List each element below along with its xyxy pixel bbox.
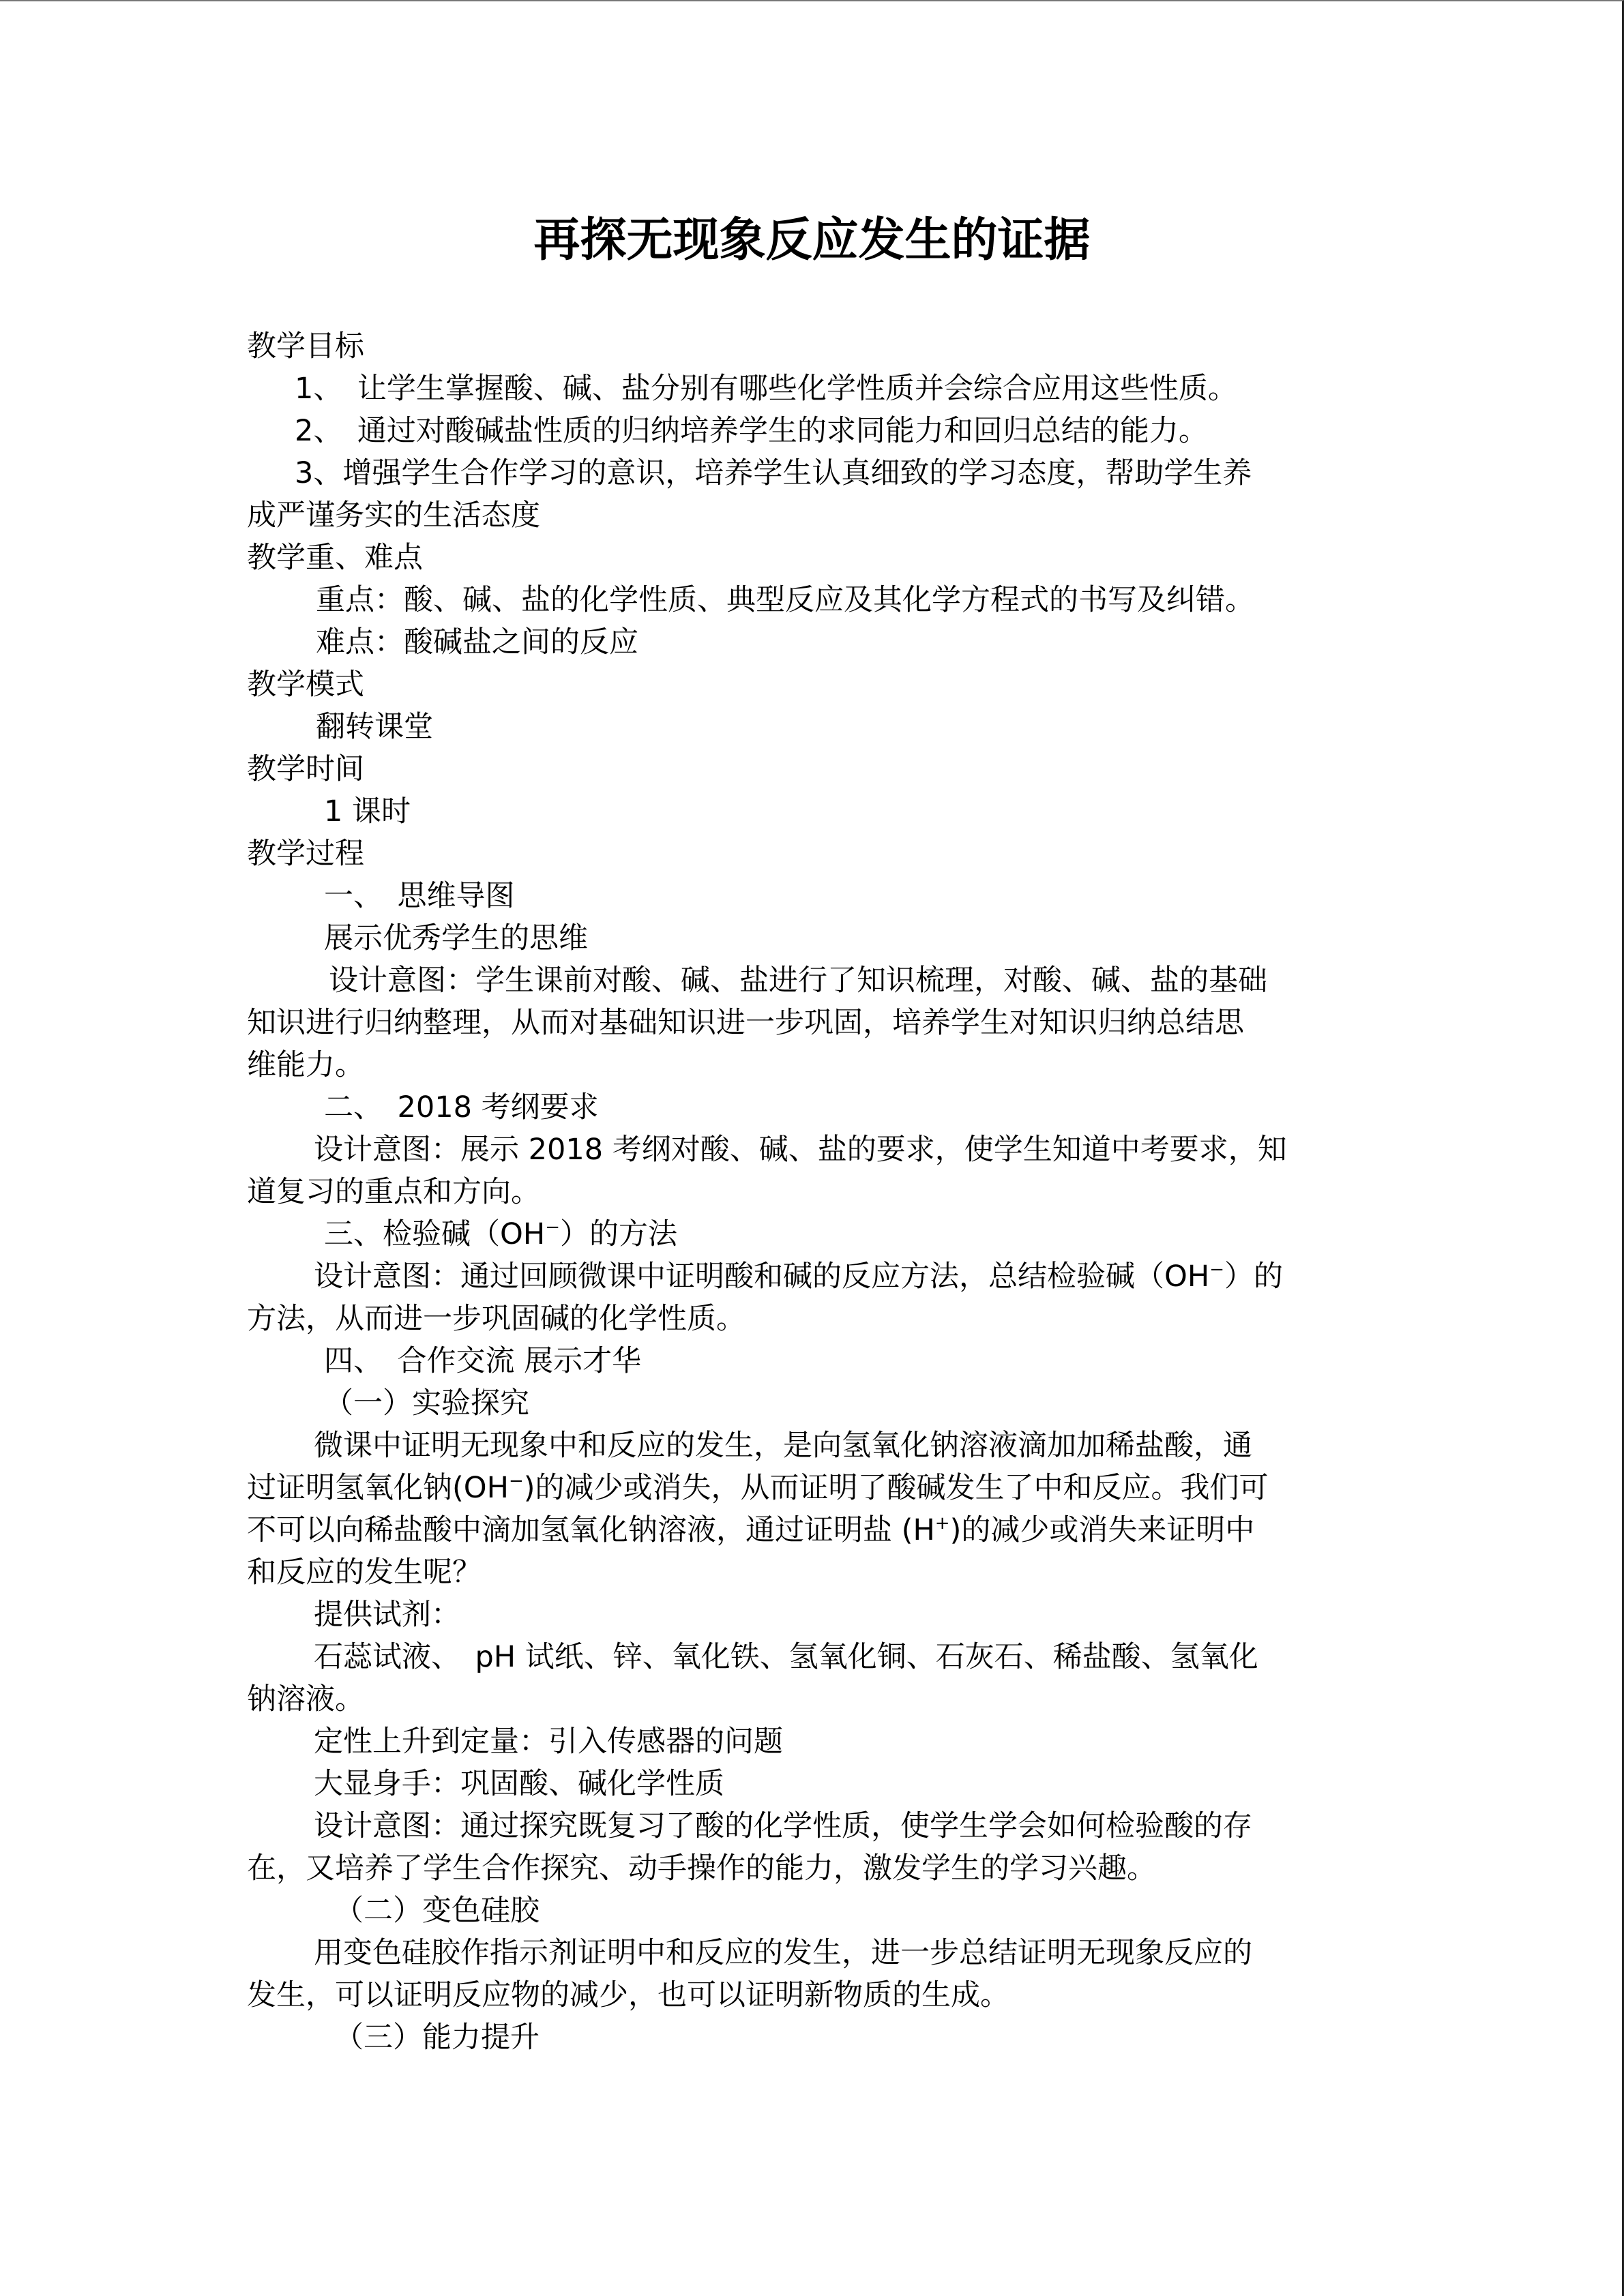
heading-teaching-goals: 教学目标 xyxy=(247,329,364,363)
paragraph-line: 设计意图：展示 2018 考纲对酸、碱、盐的要求，使学生知道中考要求，知 xyxy=(314,1133,1287,1167)
page-title: 再探无现象反应发生的证据 xyxy=(533,213,1091,267)
paragraph-line: 用变色硅胶作指示剂证明中和反应的发生，进一步总结证明无现象反应的 xyxy=(314,1936,1252,1970)
paragraph-line: 在，又培养了学生合作探究、动手操作的能力，激发学生的学习兴趣。 xyxy=(247,1851,1156,1885)
paragraph-line: 和反应的发生呢？ xyxy=(247,1555,482,1590)
key-point: 重点：酸、碱、盐的化学性质、典型反应及其化学方程式的书写及纠错。 xyxy=(316,583,1254,617)
goal-item-2: 2、 通过对酸碱盐性质的归纳培养学生的求同能力和回归总结的能力。 xyxy=(295,414,1208,448)
paragraph-line: 方法，从而进一步巩固碱的化学性质。 xyxy=(247,1302,745,1336)
subsection-1-heading: （一）实验探究 xyxy=(324,1386,529,1420)
paragraph-line: 道复习的重点和方向。 xyxy=(247,1175,540,1209)
heading-teaching-time: 教学时间 xyxy=(247,752,364,786)
paragraph-line: 设计意图：通过回顾微课中证明酸和碱的反应方法，总结检验碱（OH−）的 xyxy=(314,1259,1283,1294)
subsection-2-heading: （二）变色硅胶 xyxy=(334,1894,540,1928)
teaching-mode-value: 翻转课堂 xyxy=(316,710,433,744)
subsection-3-heading: （三）能力提升 xyxy=(334,2021,540,2055)
section-1-text: 展示优秀学生的思维 xyxy=(324,921,588,955)
paragraph-line: 过证明氢氧化钠(OH−)的减少或消失，从而证明了酸碱发生了中和反应。我们可 xyxy=(247,1471,1269,1505)
paragraph-line: 定性上升到定量：引入传感器的问题 xyxy=(314,1725,783,1759)
section-4-heading: 四、 合作交流 展示才华 xyxy=(324,1344,642,1378)
heading-teaching-process: 教学过程 xyxy=(247,837,364,871)
paragraph-line: 微课中证明无现象中和反应的发生，是向氢氧化钠溶液滴加加稀盐酸，通 xyxy=(314,1429,1252,1463)
paragraph-line: 设计意图：学生课前对酸、碱、盐进行了知识梳理，对酸、碱、盐的基础 xyxy=(329,964,1267,998)
section-3-heading: 三、检验碱（OH−）的方法 xyxy=(324,1217,677,1251)
section-2-heading: 二、 2018 考纲要求 xyxy=(324,1090,599,1124)
difficult-point: 难点：酸碱盐之间的反应 xyxy=(316,625,638,659)
goal-item-3: 3、增强学生合作学习的意识，培养学生认真细致的学习态度，帮助学生养 xyxy=(295,456,1252,490)
goal-item-3-cont: 成严谨务实的生活态度 xyxy=(247,498,540,533)
section-1-heading: 一、 思维导图 xyxy=(324,879,515,913)
reagents-list: 石蕊试液、 pH 试纸、锌、氧化铁、氢氧化铜、石灰石、稀盐酸、氢氧化 xyxy=(314,1640,1258,1674)
paragraph-line: 大显身手：巩固酸、碱化学性质 xyxy=(314,1767,724,1801)
heading-teaching-mode: 教学模式 xyxy=(247,668,364,702)
reagents-list-cont: 钠溶液。 xyxy=(247,1682,364,1716)
paragraph-line: 不可以向稀盐酸中滴加氢氧化钠溶液，通过证明盐 (H+)的减少或消失来证明中 xyxy=(247,1513,1255,1547)
goal-item-1: 1、 让学生掌握酸、碱、盐分别有哪些化学性质并会综合应用这些性质。 xyxy=(295,372,1237,406)
teaching-time-value: 1 课时 xyxy=(324,794,411,829)
reagents-label: 提供试剂： xyxy=(314,1598,460,1632)
paragraph-line: 设计意图：通过探究既复习了酸的化学性质，使学生学会如何检验酸的存 xyxy=(314,1809,1252,1843)
paragraph-line: 发生，可以证明反应物的减少，也可以证明新物质的生成。 xyxy=(247,1978,1009,2012)
paragraph-line: 知识进行归纳整理，从而对基础知识进一步巩固，培养学生对知识归纳总结思 xyxy=(247,1006,1244,1040)
heading-key-points: 教学重、难点 xyxy=(247,541,423,575)
paragraph-line: 维能力。 xyxy=(247,1048,364,1082)
